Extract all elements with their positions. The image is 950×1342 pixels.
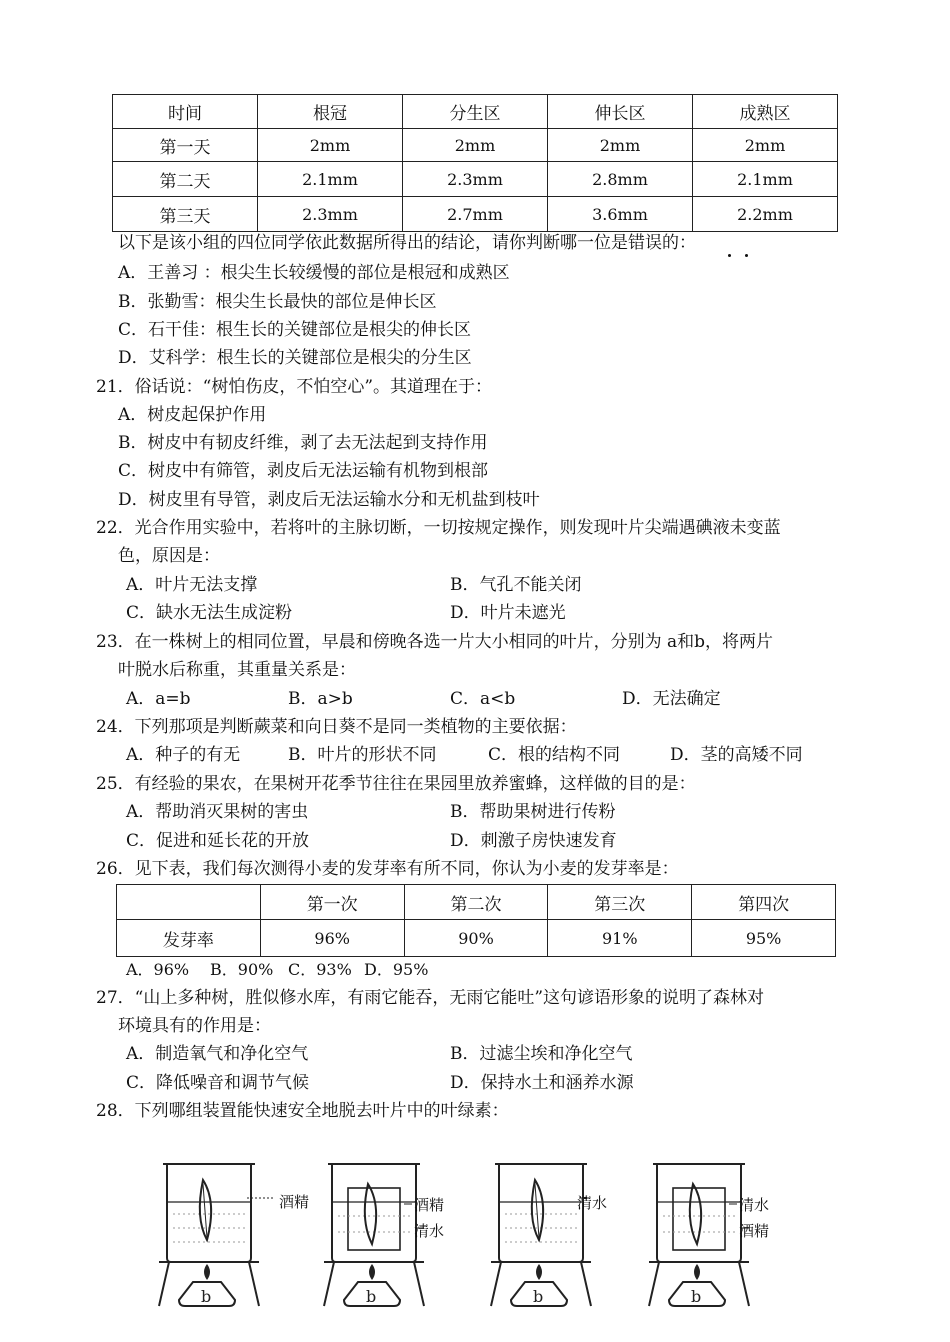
answer-option: A．王善习 ：根尖生长较缓慢的部位是根冠和成熟区 bbox=[118, 263, 510, 283]
table-cell: 2.2mm bbox=[693, 197, 838, 232]
answer-option: A．96% bbox=[126, 960, 190, 979]
table-cell: 2.7mm bbox=[403, 197, 548, 232]
question-stem: 23．在一株树上的相同位置，早晨和傍晚各选一片大小相同的叶片，分别为 a和b，将两片 bbox=[96, 632, 774, 652]
answer-option: B．气孔不能关闭 bbox=[450, 575, 582, 595]
table-cell: 第三天 bbox=[113, 197, 258, 232]
answer-option: D．无法确定 bbox=[622, 689, 721, 709]
answer-option: C．树皮中有筛管，剥皮后无法运输有机物到根部 bbox=[118, 461, 489, 481]
answer-option: B．过滤尘埃和净化空气 bbox=[450, 1044, 633, 1064]
germination-rate-table bbox=[116, 884, 836, 957]
emphasis-dot bbox=[728, 254, 731, 257]
table-header-cell: 第二次 bbox=[404, 885, 548, 920]
answer-option: B．a>b bbox=[288, 689, 353, 709]
apparatus-label: 清水 bbox=[739, 1196, 770, 1214]
apparatus-label: 酒精 bbox=[279, 1193, 310, 1211]
table-cell: 第一天 bbox=[113, 129, 258, 162]
answer-option: D．叶片未遮光 bbox=[450, 603, 566, 623]
answer-option: D．茎的高矮不同 bbox=[670, 745, 803, 765]
apparatus-1-diagram bbox=[155, 1158, 325, 1308]
svg-text:b: b bbox=[533, 1287, 544, 1306]
table-row bbox=[113, 197, 838, 232]
table-cell: 96% bbox=[260, 920, 404, 957]
answer-option: C．缺水无法生成淀粉 bbox=[126, 603, 293, 623]
answer-option: D．艾科学：根生长的关键部位是根尖的分生区 bbox=[118, 348, 472, 368]
answer-option: A．a=b bbox=[126, 689, 191, 709]
table-row bbox=[113, 129, 838, 162]
table-header-row bbox=[117, 885, 836, 920]
table-header-cell: 第三次 bbox=[548, 885, 692, 920]
root-growth-table bbox=[112, 94, 838, 232]
table-cell: 2mm bbox=[403, 129, 548, 162]
answer-option: B．90% bbox=[210, 960, 274, 979]
answer-option: A．种子的有无 bbox=[126, 745, 241, 765]
table-cell: 95% bbox=[692, 920, 836, 957]
table-cell: 3.6mm bbox=[548, 197, 693, 232]
table-cell: 91% bbox=[548, 920, 692, 957]
answer-option: B．树皮中有韧皮纤维，剥了去无法起到支持作用 bbox=[118, 433, 488, 453]
svg-text:b: b bbox=[201, 1287, 212, 1306]
table-cell: 90% bbox=[404, 920, 548, 957]
apparatus-4-diagram bbox=[645, 1158, 815, 1308]
answer-option: D．95% bbox=[364, 960, 429, 979]
table-cell: 第二天 bbox=[113, 162, 258, 197]
question-stem-continued: 色，原因是： bbox=[118, 546, 220, 566]
table-cell: 2.1mm bbox=[693, 162, 838, 197]
answer-option: C．促进和延长花的开放 bbox=[126, 831, 310, 851]
question-stem: 25．有经验的果农，在果树开花季节往往在果园里放养蜜蜂，这样做的目的是： bbox=[96, 774, 696, 794]
beaker-heating-illustration bbox=[645, 1158, 815, 1308]
emphasis-dot bbox=[745, 254, 748, 257]
answer-option: D．树皮里有导管，剥皮后无法运输水分和无机盐到枝叶 bbox=[118, 490, 540, 510]
table-cell: 发芽率 bbox=[117, 920, 261, 957]
table-cell: 2.1mm bbox=[258, 162, 403, 197]
beaker-heating-illustration bbox=[487, 1158, 657, 1308]
table-header-cell bbox=[117, 885, 261, 920]
svg-text:b: b bbox=[366, 1287, 377, 1306]
answer-option: C．a<b bbox=[450, 689, 516, 709]
beaker-heating-illustration bbox=[320, 1158, 490, 1308]
answer-option: B．张勤雪：根尖生长最快的部位是伸长区 bbox=[118, 292, 437, 312]
table-header-cell: 成熟区 bbox=[693, 95, 838, 129]
answer-option: C．石干佳：根生长的关键部位是根尖的伸长区 bbox=[118, 320, 472, 340]
beaker-heating-illustration bbox=[155, 1158, 325, 1308]
table-cell: 2mm bbox=[258, 129, 403, 162]
apparatus-label: 酒精 bbox=[739, 1222, 770, 1240]
table-cell: 2mm bbox=[548, 129, 693, 162]
answer-option: A．叶片无法支撑 bbox=[126, 575, 258, 595]
table-header-cell: 第一次 bbox=[260, 885, 404, 920]
table-cell: 2.3mm bbox=[258, 197, 403, 232]
answer-option: C．根的结构不同 bbox=[488, 745, 621, 765]
question-stem: 24．下列那项是判断蕨菜和向日葵不是同一类植物的主要依据： bbox=[96, 717, 577, 737]
apparatus-label: 清水 bbox=[577, 1194, 608, 1212]
table-header-row bbox=[113, 95, 838, 129]
answer-option: B．叶片的形状不同 bbox=[288, 745, 437, 765]
answer-option: D．刺激子房快速发育 bbox=[450, 831, 617, 851]
question-stem: 27．“山上多种树，胜似修水库，有雨它能吞，无雨它能吐”这句谚语形象的说明了森林对 bbox=[96, 988, 765, 1008]
apparatus-label: 清水 bbox=[414, 1222, 445, 1240]
table-header-cell: 分生区 bbox=[403, 95, 548, 129]
question-stem-continued: 叶脱水后称重，其重量关系是： bbox=[118, 660, 356, 680]
table-cell: 2.3mm bbox=[403, 162, 548, 197]
answer-option: A．树皮起保护作用 bbox=[118, 405, 267, 425]
table-cell: 2mm bbox=[693, 129, 838, 162]
question-stem: 以下是该小组的四位同学依此数据所得出的结论，请你判断哪一位是错误的： bbox=[118, 233, 696, 253]
question-stem: 21．俗话说：“树怕伤皮，不怕空心”。其道理在于： bbox=[96, 377, 493, 397]
answer-option: A．制造氧气和净化空气 bbox=[126, 1044, 309, 1064]
table-cell: 2.8mm bbox=[548, 162, 693, 197]
answer-option: A．帮助消灭果树的害虫 bbox=[126, 802, 309, 822]
answer-option: C．降低噪音和调节气候 bbox=[126, 1073, 310, 1093]
table-header-cell: 时间 bbox=[113, 95, 258, 129]
answer-option: D．保持水土和涵养水源 bbox=[450, 1073, 634, 1093]
apparatus-3-diagram bbox=[487, 1158, 657, 1308]
apparatus-2-diagram bbox=[320, 1158, 490, 1308]
table-row bbox=[113, 162, 838, 197]
question-stem-continued: 环境具有的作用是： bbox=[118, 1016, 271, 1036]
answer-option: B．帮助果树进行传粉 bbox=[450, 802, 616, 822]
svg-text:b: b bbox=[691, 1287, 702, 1306]
answer-option: C．93% bbox=[288, 960, 352, 979]
question-stem: 22．光合作用实验中，若将叶的主脉切断，一切按规定操作，则发现叶片尖端遇碘液未变蓝 bbox=[96, 518, 781, 538]
table-header-cell: 第四次 bbox=[692, 885, 836, 920]
question-stem: 26．见下表，我们每次测得小麦的发芽率有所不同，你认为小麦的发芽率是： bbox=[96, 859, 679, 879]
table-header-cell: 根冠 bbox=[258, 95, 403, 129]
apparatus-label: 酒精 bbox=[414, 1196, 445, 1214]
question-stem: 28．下列哪组装置能快速安全地脱去叶片中的叶绿素： bbox=[96, 1101, 509, 1121]
table-row bbox=[117, 920, 836, 957]
table-header-cell: 伸长区 bbox=[548, 95, 693, 129]
